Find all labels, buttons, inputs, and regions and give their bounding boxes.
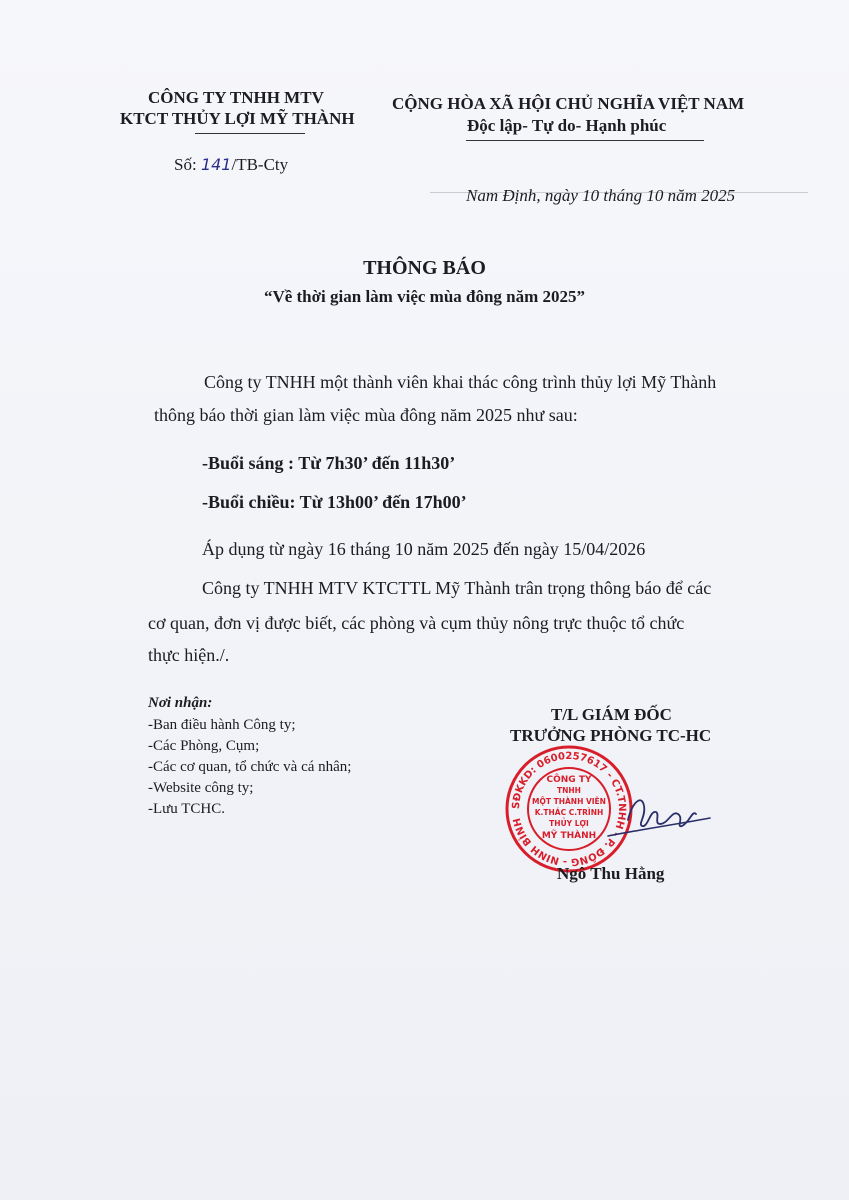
svg-text:SĐKKD: 0600257617 - CT.TNHH -: SĐKKD: 0600257617 - CT.TNHH - P. ĐÔNG - NINH BÌNH [510, 750, 628, 868]
intro-line1: Công ty TNHH một thành viên khai thác công trình thủy lợi Mỹ Thành [204, 372, 717, 392]
org-name-line2: KTCT THỦY LỢI MỸ THÀNH [120, 109, 355, 128]
org-name-line1: CÔNG TY TNHH MTV [148, 88, 324, 107]
recipient-item: -Các cơ quan, tổ chức và cá nhân; [148, 759, 352, 775]
document-title: THÔNG BÁO [363, 257, 486, 279]
recipients-title: Nơi nhận: [148, 695, 213, 711]
signature-authority: T/L GIÁM ĐỐC [551, 705, 672, 724]
number-suffix: /TB-Cty [231, 155, 289, 174]
closing-line1: Công ty TNHH MTV KTCTTL Mỹ Thành trân trọng thông báo để các [202, 578, 712, 598]
national-title: CỘNG HÒA XÃ HỘI CHỦ NGHĨA VIỆT NAM [392, 94, 745, 113]
svg-text:K.THÁC C.TRÌNH: K.THÁC C.TRÌNH [534, 808, 604, 817]
svg-text:TNHH: TNHH [557, 786, 581, 795]
number-handwritten: 141 [200, 155, 232, 174]
signer-name: Ngô Thu Hằng [557, 864, 665, 883]
svg-text:MỘT THÀNH VIÊN: MỘT THÀNH VIÊN [532, 797, 606, 806]
document-number [174, 155, 288, 175]
svg-text:MỸ THÀNH: MỸ THÀNH [541, 831, 597, 841]
afternoon-hours: -Buổi chiều: Từ 13h00’ đến 17h00’ [202, 492, 467, 512]
handwritten-signature [598, 780, 718, 850]
place-date: Nam Định, ngày 10 tháng 10 năm 2025 [466, 186, 736, 205]
recipient-item: -Ban điều hành Công ty; [148, 717, 296, 733]
recipient-item: -Các Phòng, Cụm; [148, 738, 260, 754]
closing-line2: cơ quan, đơn vị được biết, các phòng và cụm thủy nông trực thuộc tổ chức [148, 613, 685, 633]
morning-hours: -Buổi sáng : Từ 7h30’ đến 11h30’ [202, 453, 456, 473]
intro-line2: thông báo thời gian làm việc mùa đông năm 2025 như sau: [154, 405, 578, 425]
svg-text:CÔNG TY: CÔNG TY [546, 775, 592, 785]
number-prefix: Số: [174, 155, 201, 174]
svg-text:THỦY LỢI: THỦY LỢI [549, 819, 589, 828]
document-subtitle: “Về thời gian làm việc mùa đông năm 2025” [263, 287, 586, 306]
signature-title: TRƯỞNG PHÒNG TC-HC [510, 726, 712, 745]
org-underline [195, 133, 305, 134]
recipient-item: -Lưu TCHC. [148, 801, 226, 817]
recipient-item: -Website công ty; [148, 780, 254, 796]
national-motto: Độc lập- Tự do- Hạnh phúc [467, 116, 667, 135]
closing-line3: thực hiện./. [148, 645, 230, 665]
motto-underline [466, 140, 704, 141]
apply-period: Áp dụng từ ngày 16 tháng 10 năm 2025 đến ngày 15/04/2026 [202, 539, 646, 559]
